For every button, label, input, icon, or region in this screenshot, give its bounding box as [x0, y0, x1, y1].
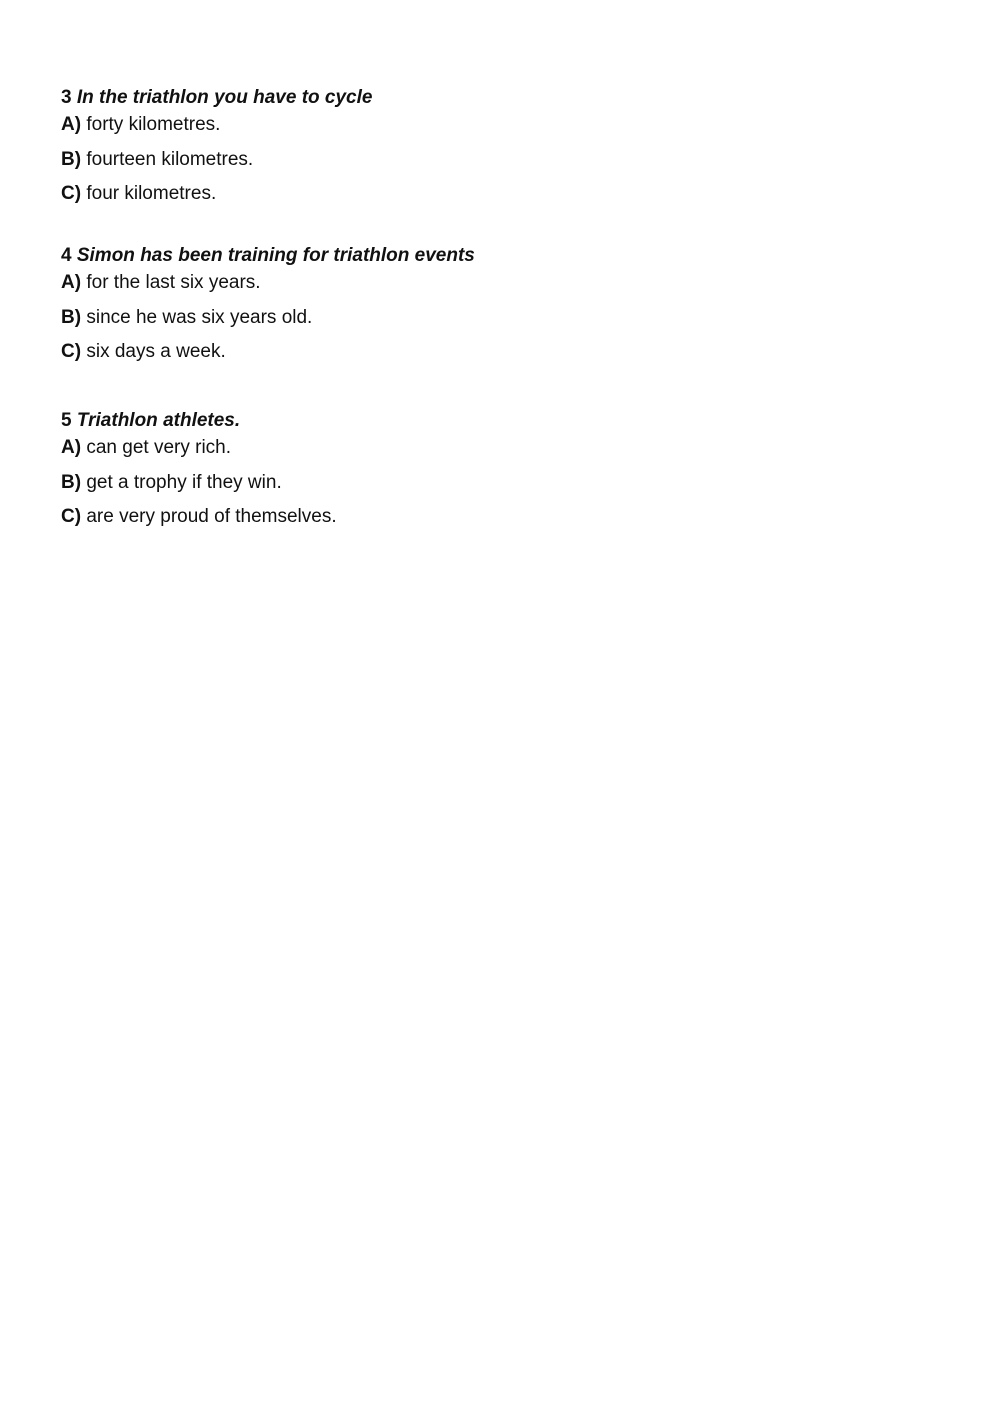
- question-number: 3: [61, 87, 72, 108]
- question-4: [61, 244, 941, 364]
- option-letter: C): [61, 183, 82, 204]
- option-text: can get very rich.: [86, 437, 232, 458]
- question-number: 5: [61, 410, 72, 431]
- answer-option-c: [61, 340, 941, 364]
- option-letter: A): [61, 114, 82, 135]
- question-heading: [61, 244, 941, 268]
- option-text: fourteen kilometres.: [86, 148, 254, 170]
- question-3: [61, 86, 941, 206]
- question-heading: [61, 409, 941, 433]
- option-letter: B): [61, 306, 82, 328]
- question-number: 4: [61, 245, 72, 266]
- answer-option-a: [61, 271, 941, 295]
- option-text: are very proud of themselves.: [86, 506, 337, 527]
- question-prompt: In the triathlon you have to cycle: [76, 87, 373, 108]
- question-heading: [61, 86, 941, 110]
- option-text: since he was six years old.: [86, 306, 313, 328]
- question-5: [61, 409, 941, 529]
- answer-option-b: [61, 148, 941, 172]
- option-text: six days a week.: [86, 341, 226, 362]
- option-text: forty kilometres.: [86, 114, 221, 135]
- answer-option-c: [61, 182, 941, 206]
- option-text: get a trophy if they win.: [86, 471, 282, 493]
- answer-option-a: [61, 113, 941, 137]
- option-letter: B): [61, 471, 82, 493]
- option-letter: A): [61, 272, 82, 293]
- answer-option-a: [61, 436, 941, 460]
- question-prompt: Simon has been training for triathlon events: [76, 245, 475, 266]
- option-letter: C): [61, 506, 82, 527]
- option-letter: A): [61, 437, 82, 458]
- answer-option-c: [61, 505, 941, 529]
- option-text: for the last six years.: [86, 272, 261, 293]
- option-text: four kilometres.: [86, 183, 217, 204]
- answer-option-b: [61, 306, 941, 330]
- option-letter: C): [61, 341, 82, 362]
- option-letter: B): [61, 148, 82, 170]
- question-prompt: Triathlon athletes.: [76, 410, 241, 431]
- answer-option-b: [61, 471, 941, 495]
